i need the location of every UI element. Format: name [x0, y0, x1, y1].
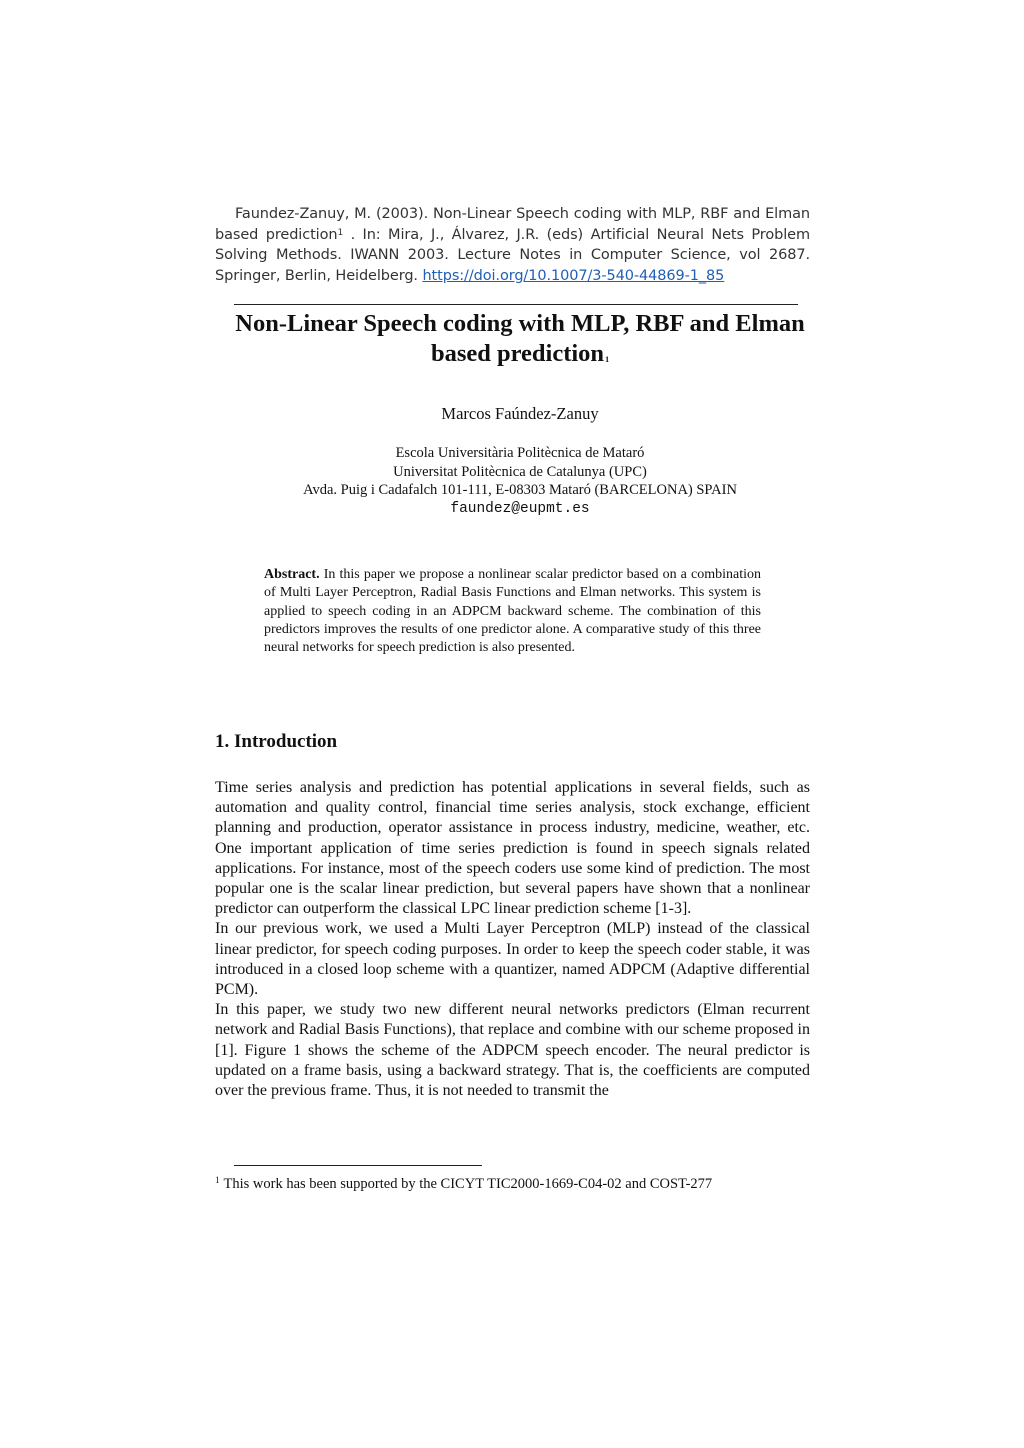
title-line-2	[200, 339, 840, 369]
abstract-label: Abstract.	[264, 567, 320, 582]
citation-text: Faundez-Zanuy, M. (2003). Non-Linear Speech coding with MLP, RBF and Elman based prediction	[215, 206, 810, 243]
intro-paragraph-2: In our previous work, we used a Multi Layer Perceptron (MLP) instead of the classical linear predictor, for speech coding purposes. In order to keep the speech coder stable, it was introduced in a closed loop scheme with a quantizer, named ADPCM (Adaptive differential PCM).	[215, 920, 810, 999]
citation-footnote-mark: 1	[337, 227, 344, 238]
abstract-block	[264, 566, 761, 657]
affiliation-block	[200, 444, 840, 518]
author-name: Marcos Faúndez-Zanuy	[441, 404, 599, 423]
footnote	[215, 1176, 815, 1193]
footnote-text: This work has been supported by the CICYT TIC2000-1669-C04-02 and COST-277	[223, 1176, 713, 1192]
footnote-divider	[234, 1165, 482, 1166]
intro-paragraph-1: Time series analysis and prediction has potential applications in several fields, such as automation and quality control, financial time series analysis, stock exchange, efficient planning and production, operator assistance in process industry, medicine, weather, etc. One important application of time series prediction is found in speech signals related applications. For instance, most of the speech coders use some kind of prediction. The most popular one is the scalar linear prediction, but several papers have shown that a nonlinear predictor can outperform the classical LPC linear prediction scheme [1-3].	[215, 779, 810, 918]
author-email: faundez@eupmt.es	[450, 500, 590, 517]
intro-paragraph-3: In this paper, we study two new different neural networks predictors (Elman recurrent network and Radial Basis Functions), that replace and combine with our scheme proposed in [1]. Figure 1 shows the scheme of the ADPCM speech encoder. The neural predictor is updated on a frame basis, using a backward strategy. That is, the coefficients are computed over the previous frame. Thus, it is not needed to transmit the	[215, 1001, 810, 1100]
citation-text-after: . In: Mira, J., Álvarez, J.R. (eds) Artificial Neural Nets Problem Solving Methods. IWANN 2003. Lecture Notes in Computer Science, vol 2687. Springer, Berlin, Heidelberg.	[215, 226, 810, 284]
affiliation-line-3: Avda. Puig i Cadafalch 101-111, E-08303 Mataró (BARCELONA) SPAIN	[303, 482, 737, 498]
title-line-2-text: based prediction	[430, 340, 605, 367]
affiliation-line-2: Universitat Politècnica de Catalunya (UPC)	[393, 463, 647, 480]
title-footnote-mark: 1	[605, 355, 610, 364]
introduction-body	[215, 778, 810, 1101]
paper-title	[200, 309, 840, 369]
doi-link[interactable]: https://doi.org/10.1007/3-540-44869-1_85	[422, 267, 725, 284]
affiliation-line-1: Escola Universitària Politècnica de Mataró	[395, 445, 645, 461]
title-line-1: Non-Linear Speech coding with MLP, RBF and Elman	[235, 310, 805, 337]
citation-block	[215, 204, 810, 286]
header-divider	[234, 304, 798, 305]
footnote-mark: 1	[215, 1175, 220, 1185]
abstract-text: In this paper we propose a nonlinear scalar predictor based on a combination of Multi Layer Perceptron, Radial Basis Functions and Elman networks. This system is applied to speech coding in an ADPCM backward scheme. The combination of this predictors improves the results of one predictor alone. A comparative study of this three neural networks for speech prediction is also presented.	[264, 567, 761, 656]
section-heading: 1. Introduction	[215, 731, 338, 752]
